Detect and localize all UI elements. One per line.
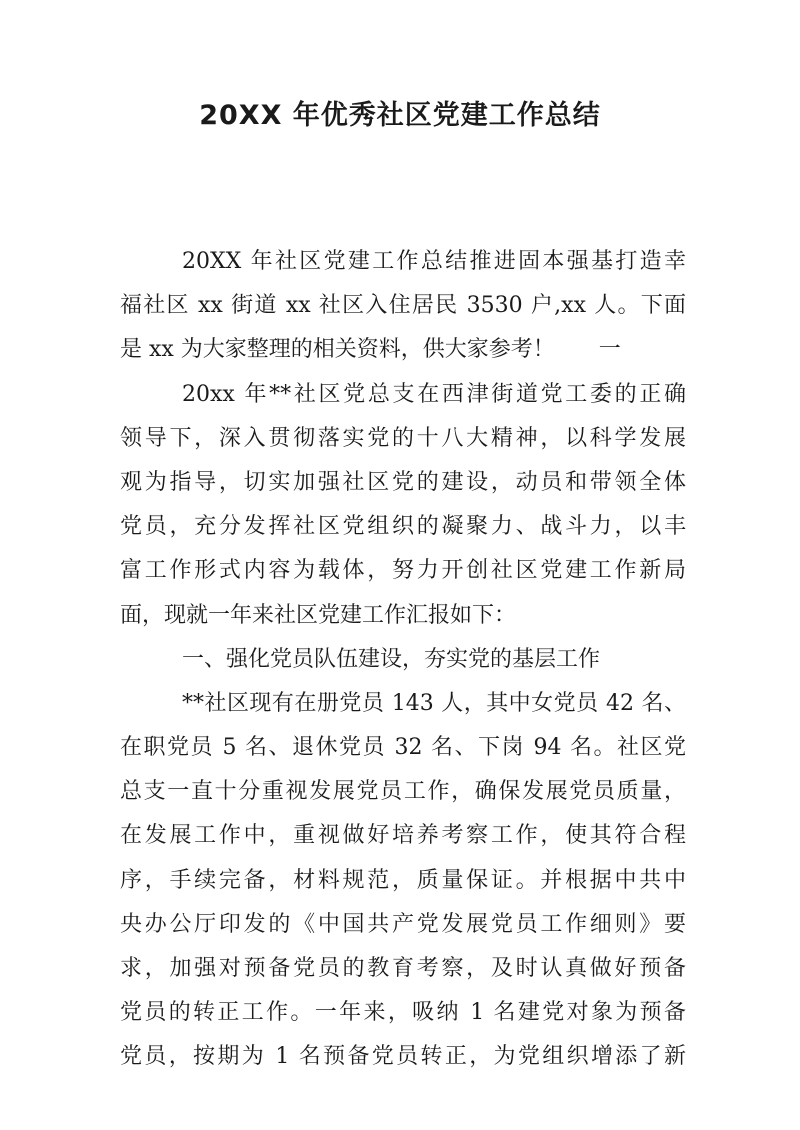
text-line: 20xx 年**社区党总支在西津街道党工委的正确: [182, 381, 686, 407]
text-line: 党员，按期为 1 名预备党员转正，为党组织增添了新: [120, 1044, 686, 1070]
text-line: 党员的转正工作。一年来，吸纳 1 名建党对象为预备: [120, 1000, 686, 1026]
text-line: 央办公厅印发的《中国共产党发展党员工作细则》要: [120, 911, 686, 937]
text-line: 总支一直十分重视发展党员工作，确保发展党员质量，: [120, 779, 686, 805]
text-line: 20XX 年社区党建工作总结推进固本强基打造幸: [182, 249, 686, 274]
text-line: 求，加强对预备党员的教育考察，及时认真做好预备: [120, 956, 686, 981]
section-heading: 一、强化党员队伍建设，夯实党的基层工作: [182, 646, 601, 672]
text-line: 在发展工作中，重视做好培养考察工作，使其符合程: [120, 823, 686, 849]
text-line: 是 xx 为大家整理的相关资料，供大家参考！ 一: [120, 337, 621, 363]
text-line: 福社区 xx 街道 xx 社区入住居民 3530 户,xx 人。下面: [120, 293, 686, 319]
text-line: 领导下，深入贯彻落实党的十八大精神，以科学发展: [120, 425, 686, 451]
text-line: 富工作形式内容为载体，努力开创社区党建工作新局: [120, 558, 686, 584]
text-line: 面，现就一年来社区党建工作汇报如下：: [120, 602, 517, 628]
text-line: 在职党员 5 名、退休党员 32 名、下岗 94 名。社区党: [120, 735, 686, 761]
text-line: 党员，充分发挥社区党组织的凝聚力、战斗力，以丰: [120, 514, 686, 540]
document-body: [120, 240, 686, 1080]
document-title: 20XX 年优秀社区党建工作总结: [199, 100, 601, 131]
text-line: 序，手续完备，材料规范，质量保证。并根据中共中: [120, 867, 686, 893]
text-line: 观为指导，切实加强社区党的建设，动员和带领全体: [120, 469, 686, 495]
text-line: **社区现有在册党员 143 人，其中女党员 42 名、: [182, 690, 686, 716]
